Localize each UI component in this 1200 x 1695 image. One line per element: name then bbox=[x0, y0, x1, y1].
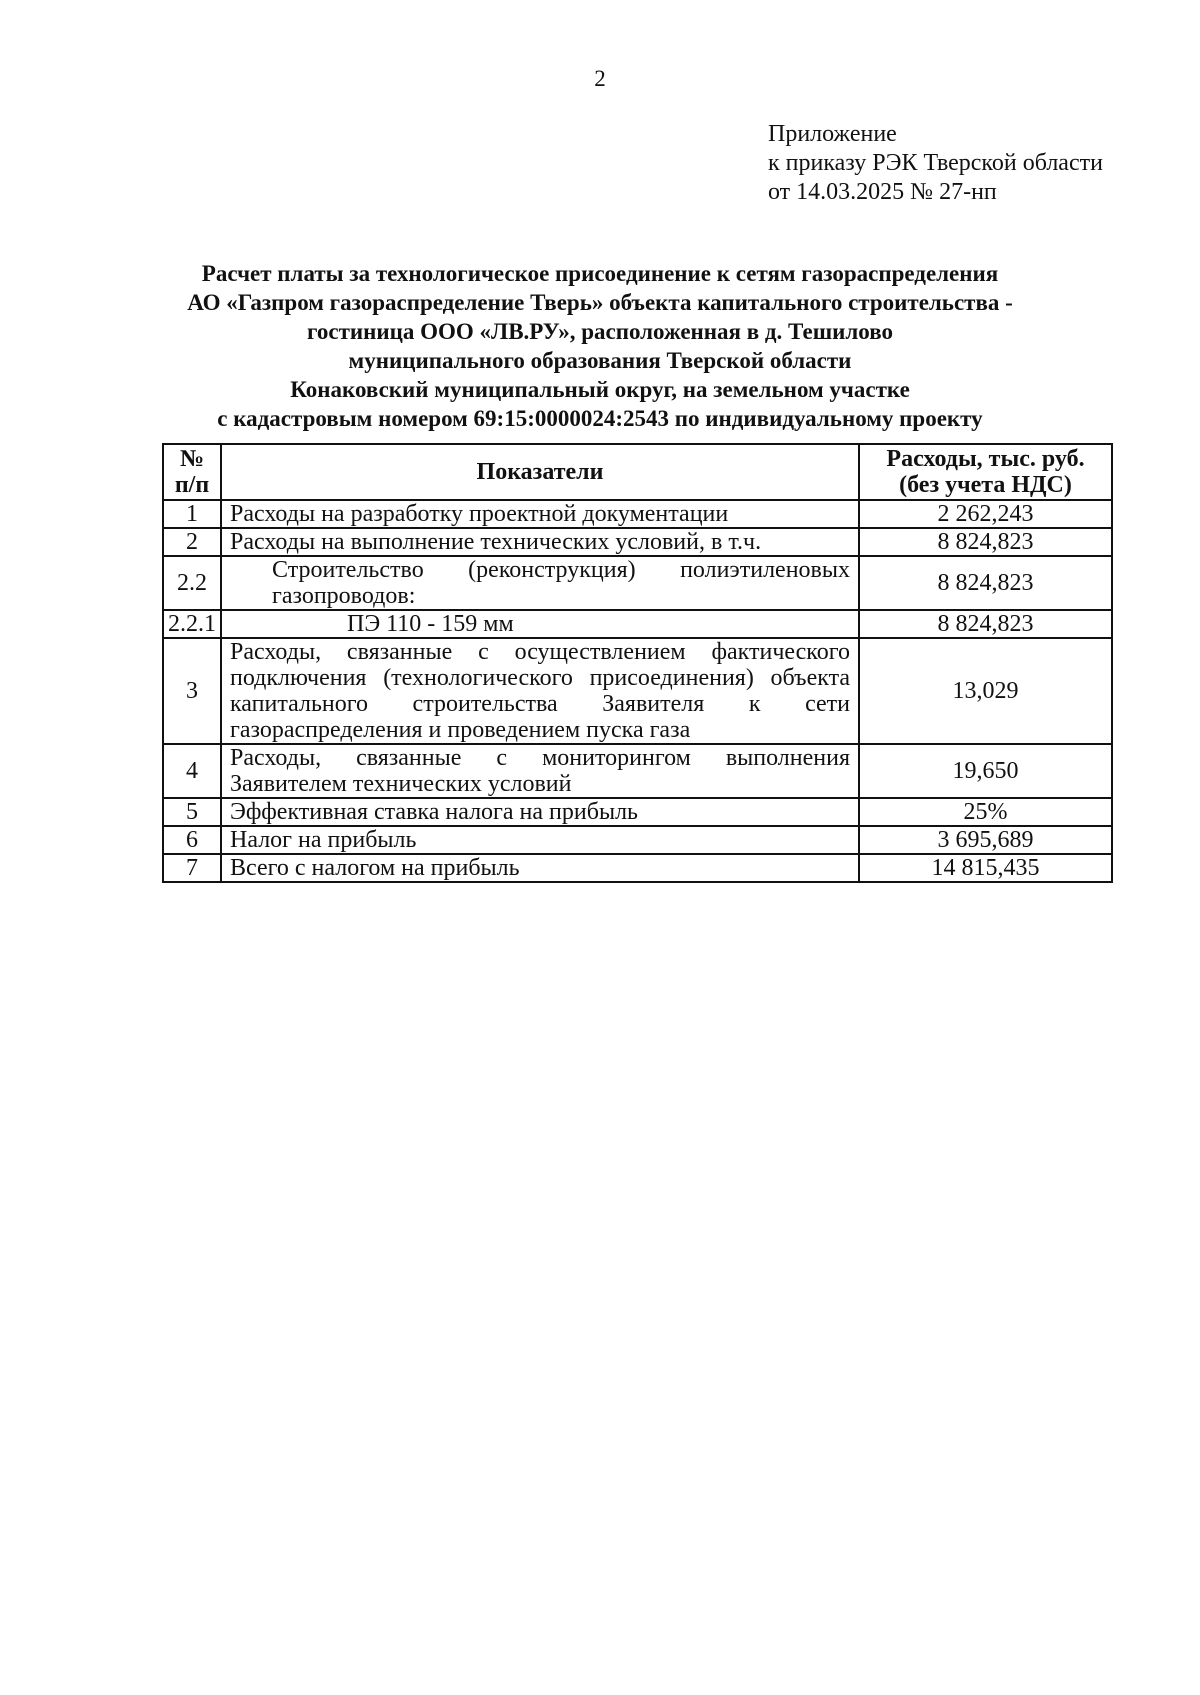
row-number: 7 bbox=[163, 854, 221, 882]
row-number: 4 bbox=[163, 744, 221, 798]
row-number: 3 bbox=[163, 638, 221, 744]
row-label: Всего с налогом на прибыль bbox=[221, 854, 859, 882]
table-row bbox=[163, 610, 1112, 638]
row-value: 19,650 bbox=[859, 744, 1112, 798]
header-value bbox=[859, 444, 1112, 500]
table-row bbox=[163, 556, 1112, 610]
row-label: Строительство (реконструкция) полиэтиленовых газопроводов: bbox=[221, 556, 859, 610]
row-label: ПЭ 110 - 159 мм bbox=[221, 610, 859, 638]
title-line: Конаковский муниципальный округ, на земельном участке bbox=[290, 377, 910, 402]
row-value: 14 815,435 bbox=[859, 854, 1112, 882]
title-line: муниципального образования Тверской области bbox=[348, 348, 852, 373]
table-row bbox=[163, 798, 1112, 826]
row-value: 8 824,823 bbox=[859, 556, 1112, 610]
row-label: Эффективная ставка налога на прибыль bbox=[221, 798, 859, 826]
row-label: Расходы, связанные с осуществлением фактического подключения (технологического присоединения) объекта капитального строительства Заявителя к сети газораспределения и проведением пуска газа bbox=[221, 638, 859, 744]
row-value: 8 824,823 bbox=[859, 610, 1112, 638]
row-number: 5 bbox=[163, 798, 221, 826]
header-value-line1: Расходы, тыс. руб. bbox=[886, 446, 1085, 472]
row-number: 2 bbox=[163, 528, 221, 556]
page-number: 2 bbox=[594, 66, 606, 91]
row-label: Налог на прибыль bbox=[221, 826, 859, 854]
header-indicator: Показатели bbox=[221, 444, 859, 500]
table-row bbox=[163, 528, 1112, 556]
header-number-line2: п/п bbox=[174, 472, 210, 498]
row-number: 6 bbox=[163, 826, 221, 854]
calculation-table bbox=[162, 443, 1113, 883]
header-number bbox=[163, 444, 221, 500]
title-line: АО «Газпром газораспределение Тверь» объекта капитального строительства - bbox=[187, 290, 1013, 315]
table-header-row bbox=[163, 444, 1112, 500]
appendix-block bbox=[768, 120, 1103, 207]
header-value-line2: (без учета НДС) bbox=[899, 472, 1072, 498]
row-number: 2.2.1 bbox=[163, 610, 221, 638]
title-line: Расчет платы за технологическое присоединение к сетям газораспределения bbox=[201, 261, 999, 286]
row-number: 1 bbox=[163, 500, 221, 528]
header-number-line1: № bbox=[179, 446, 205, 472]
appendix-line: от 14.03.2025 № 27-нп bbox=[768, 179, 997, 205]
table-row bbox=[163, 826, 1112, 854]
document-title bbox=[0, 259, 1200, 433]
table-row bbox=[163, 744, 1112, 798]
row-label: Расходы на разработку проектной документации bbox=[221, 500, 859, 528]
row-value: 8 824,823 bbox=[859, 528, 1112, 556]
row-value: 13,029 bbox=[859, 638, 1112, 744]
row-number: 2.2 bbox=[163, 556, 221, 610]
row-value: 2 262,243 bbox=[859, 500, 1112, 528]
appendix-line: к приказу РЭК Тверской области bbox=[768, 150, 1103, 176]
row-label: Расходы на выполнение технических условий, в т.ч. bbox=[221, 528, 859, 556]
title-line: с кадастровым номером 69:15:0000024:2543 по индивидуальному проекту bbox=[217, 406, 983, 431]
title-line: гостиница ООО «ЛВ.РУ», расположенная в д. Тешилово bbox=[307, 319, 893, 344]
row-label: Расходы, связанные с мониторингом выполнения Заявителем технических условий bbox=[221, 744, 859, 798]
appendix-line: Приложение bbox=[768, 121, 897, 147]
table-row bbox=[163, 854, 1112, 882]
table-row bbox=[163, 638, 1112, 744]
row-value: 25% bbox=[859, 798, 1112, 826]
table-row bbox=[163, 500, 1112, 528]
row-value: 3 695,689 bbox=[859, 826, 1112, 854]
